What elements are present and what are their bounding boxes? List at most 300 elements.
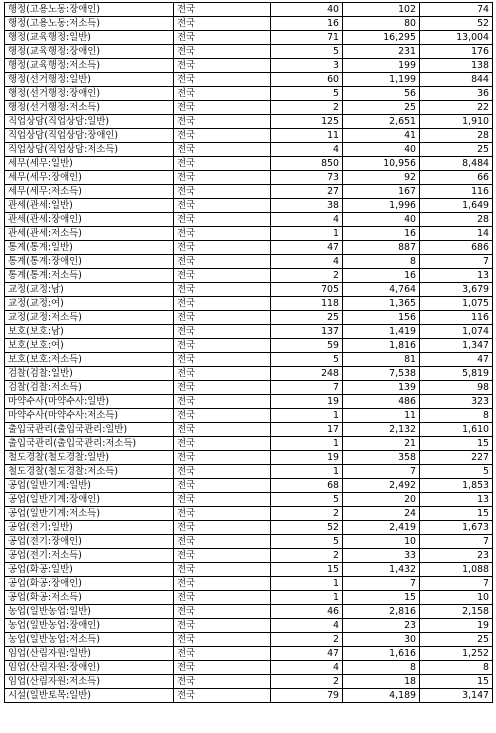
- attendees-cell: 138: [420, 59, 493, 73]
- applicants-cell: 10: [343, 535, 420, 549]
- positions-cell: 19: [271, 395, 343, 409]
- category-cell: 공업(전기:장애인): [5, 535, 174, 549]
- table-row: [5, 17, 493, 31]
- category-cell: 행정(선거행정:저소득): [5, 101, 174, 115]
- region-cell: 전국: [174, 283, 271, 297]
- region-cell: 전국: [174, 241, 271, 255]
- table-row: [5, 395, 493, 409]
- attendees-cell: 47: [420, 353, 493, 367]
- attendees-cell: 52: [420, 17, 493, 31]
- attendees-cell: 8: [420, 661, 493, 675]
- applicants-cell: 15: [343, 591, 420, 605]
- category-cell: 출입국관리(출입국관리:저소득): [5, 437, 174, 451]
- positions-cell: 1: [271, 465, 343, 479]
- table-row: [5, 675, 493, 689]
- attendees-cell: 15: [420, 507, 493, 521]
- region-cell: 전국: [174, 605, 271, 619]
- region-cell: 전국: [174, 185, 271, 199]
- category-cell: 세무(세무:일반): [5, 157, 174, 171]
- region-cell: 전국: [174, 157, 271, 171]
- table-row: [5, 577, 493, 591]
- category-cell: 통계(통계:일반): [5, 241, 174, 255]
- region-cell: 전국: [174, 143, 271, 157]
- region-cell: 전국: [174, 591, 271, 605]
- positions-cell: 2: [271, 549, 343, 563]
- category-cell: 교정(교정:저소득): [5, 311, 174, 325]
- table-row: [5, 423, 493, 437]
- region-cell: 전국: [174, 73, 271, 87]
- attendees-cell: 3,147: [420, 689, 493, 703]
- table-row: [5, 591, 493, 605]
- table-row: [5, 689, 493, 703]
- region-cell: 전국: [174, 199, 271, 213]
- category-cell: 임업(산림자원:일반): [5, 647, 174, 661]
- table-row: [5, 381, 493, 395]
- attendees-cell: 5: [420, 465, 493, 479]
- region-cell: 전국: [174, 535, 271, 549]
- table-row: [5, 143, 493, 157]
- positions-cell: 2: [271, 269, 343, 283]
- region-cell: 전국: [174, 675, 271, 689]
- positions-cell: 137: [271, 325, 343, 339]
- table-row: [5, 213, 493, 227]
- positions-cell: 71: [271, 31, 343, 45]
- region-cell: 전국: [174, 409, 271, 423]
- positions-cell: 248: [271, 367, 343, 381]
- category-cell: 세무(세무:저소득): [5, 185, 174, 199]
- positions-cell: 1: [271, 577, 343, 591]
- positions-cell: 2: [271, 633, 343, 647]
- applicants-cell: 887: [343, 241, 420, 255]
- positions-cell: 47: [271, 241, 343, 255]
- category-cell: 보호(보호:남): [5, 325, 174, 339]
- category-cell: 검찰(검찰:저소득): [5, 381, 174, 395]
- category-cell: 행정(선거행정:일반): [5, 73, 174, 87]
- applicants-cell: 2,651: [343, 115, 420, 129]
- attendees-cell: 1,910: [420, 115, 493, 129]
- attendees-cell: 13,004: [420, 31, 493, 45]
- applicants-cell: 16,295: [343, 31, 420, 45]
- applicants-cell: 2,816: [343, 605, 420, 619]
- positions-cell: 1: [271, 591, 343, 605]
- table-row: [5, 633, 493, 647]
- table-row: [5, 241, 493, 255]
- table-row: [5, 31, 493, 45]
- attendees-cell: 844: [420, 73, 493, 87]
- region-cell: 전국: [174, 31, 271, 45]
- positions-cell: 5: [271, 87, 343, 101]
- applicants-cell: 8: [343, 661, 420, 675]
- table-row: [5, 311, 493, 325]
- positions-cell: 46: [271, 605, 343, 619]
- table-row: [5, 353, 493, 367]
- category-cell: 공업(화공:일반): [5, 563, 174, 577]
- region-cell: 전국: [174, 311, 271, 325]
- applicants-cell: 2,492: [343, 479, 420, 493]
- category-cell: 임업(산림자원:장애인): [5, 661, 174, 675]
- attendees-cell: 25: [420, 143, 493, 157]
- table-row: [5, 647, 493, 661]
- applicants-cell: 102: [343, 3, 420, 17]
- applicants-cell: 231: [343, 45, 420, 59]
- applicants-cell: 21: [343, 437, 420, 451]
- category-cell: 행정(선거행정:장애인): [5, 87, 174, 101]
- applicants-cell: 7: [343, 465, 420, 479]
- category-cell: 농업(일반농업:장애인): [5, 619, 174, 633]
- attendees-cell: 22: [420, 101, 493, 115]
- region-cell: 전국: [174, 479, 271, 493]
- positions-cell: 4: [271, 619, 343, 633]
- positions-cell: 16: [271, 17, 343, 31]
- category-cell: 행정(교육행정:장애인): [5, 45, 174, 59]
- category-cell: 임업(산림자원:저소득): [5, 675, 174, 689]
- applicants-cell: 358: [343, 451, 420, 465]
- applicants-cell: 30: [343, 633, 420, 647]
- category-cell: 보호(보호:저소득): [5, 353, 174, 367]
- region-cell: 전국: [174, 59, 271, 73]
- positions-cell: 47: [271, 647, 343, 661]
- attendees-cell: 1,088: [420, 563, 493, 577]
- positions-cell: 11: [271, 129, 343, 143]
- attendees-cell: 5,819: [420, 367, 493, 381]
- table-row: [5, 101, 493, 115]
- category-cell: 공업(화공:장애인): [5, 577, 174, 591]
- applicants-cell: 1,419: [343, 325, 420, 339]
- category-cell: 출입국관리(출입국관리:일반): [5, 423, 174, 437]
- table-row: [5, 535, 493, 549]
- positions-cell: 17: [271, 423, 343, 437]
- positions-cell: 1: [271, 409, 343, 423]
- table-row: [5, 661, 493, 675]
- attendees-cell: 7: [420, 577, 493, 591]
- applicants-cell: 1,199: [343, 73, 420, 87]
- region-cell: 전국: [174, 255, 271, 269]
- region-cell: 전국: [174, 619, 271, 633]
- region-cell: 전국: [174, 227, 271, 241]
- table-row: [5, 129, 493, 143]
- applicants-cell: 92: [343, 171, 420, 185]
- attendees-cell: 19: [420, 619, 493, 633]
- applicants-cell: 80: [343, 17, 420, 31]
- region-cell: 전국: [174, 647, 271, 661]
- region-cell: 전국: [174, 101, 271, 115]
- attendees-cell: 227: [420, 451, 493, 465]
- positions-cell: 705: [271, 283, 343, 297]
- table-row: [5, 283, 493, 297]
- applicants-cell: 7: [343, 577, 420, 591]
- applicants-cell: 7,538: [343, 367, 420, 381]
- applicants-cell: 139: [343, 381, 420, 395]
- attendees-cell: 28: [420, 129, 493, 143]
- applicants-cell: 81: [343, 353, 420, 367]
- positions-cell: 4: [271, 255, 343, 269]
- attendees-cell: 10: [420, 591, 493, 605]
- table-row: [5, 465, 493, 479]
- positions-cell: 118: [271, 297, 343, 311]
- applicants-cell: 23: [343, 619, 420, 633]
- table-row: [5, 45, 493, 59]
- category-cell: 공업(일반기계:저소득): [5, 507, 174, 521]
- region-cell: 전국: [174, 3, 271, 17]
- region-cell: 전국: [174, 339, 271, 353]
- table-row: [5, 87, 493, 101]
- attendees-cell: 66: [420, 171, 493, 185]
- table-row: [5, 479, 493, 493]
- region-cell: 전국: [174, 87, 271, 101]
- positions-cell: 2: [271, 101, 343, 115]
- applicants-cell: 1,432: [343, 563, 420, 577]
- applicants-cell: 16: [343, 227, 420, 241]
- table-row: [5, 493, 493, 507]
- attendees-cell: 686: [420, 241, 493, 255]
- applicants-cell: 4,764: [343, 283, 420, 297]
- applicants-cell: 24: [343, 507, 420, 521]
- positions-cell: 38: [271, 199, 343, 213]
- attendees-cell: 1,853: [420, 479, 493, 493]
- applicants-cell: 1,365: [343, 297, 420, 311]
- positions-cell: 59: [271, 339, 343, 353]
- applicants-cell: 156: [343, 311, 420, 325]
- region-cell: 전국: [174, 633, 271, 647]
- attendees-cell: 8,484: [420, 157, 493, 171]
- region-cell: 전국: [174, 563, 271, 577]
- category-cell: 보호(보호:여): [5, 339, 174, 353]
- category-cell: 행정(교육행정:일반): [5, 31, 174, 45]
- region-cell: 전국: [174, 493, 271, 507]
- attendees-cell: 116: [420, 311, 493, 325]
- category-cell: 직업상담(직업상담:저소득): [5, 143, 174, 157]
- attendees-cell: 1,347: [420, 339, 493, 353]
- attendees-cell: 15: [420, 437, 493, 451]
- category-cell: 마약수사(마약수사:일반): [5, 395, 174, 409]
- region-cell: 전국: [174, 395, 271, 409]
- table-row: [5, 619, 493, 633]
- category-cell: 교정(교정:여): [5, 297, 174, 311]
- applicants-cell: 40: [343, 213, 420, 227]
- positions-cell: 52: [271, 521, 343, 535]
- category-cell: 검찰(검찰:일반): [5, 367, 174, 381]
- attendees-cell: 7: [420, 255, 493, 269]
- applicants-cell: 1,996: [343, 199, 420, 213]
- attendees-cell: 1,074: [420, 325, 493, 339]
- applicants-cell: 2,419: [343, 521, 420, 535]
- category-cell: 공업(전기:일반): [5, 521, 174, 535]
- region-cell: 전국: [174, 353, 271, 367]
- region-cell: 전국: [174, 437, 271, 451]
- recruitment-statistics-table: [4, 2, 493, 703]
- table-row: [5, 367, 493, 381]
- table-body: [5, 3, 493, 703]
- region-cell: 전국: [174, 423, 271, 437]
- attendees-cell: 3,679: [420, 283, 493, 297]
- category-cell: 세무(세무:장애인): [5, 171, 174, 185]
- region-cell: 전국: [174, 465, 271, 479]
- positions-cell: 4: [271, 213, 343, 227]
- region-cell: 전국: [174, 325, 271, 339]
- positions-cell: 79: [271, 689, 343, 703]
- attendees-cell: 13: [420, 493, 493, 507]
- table-row: [5, 339, 493, 353]
- table-row: [5, 157, 493, 171]
- attendees-cell: 15: [420, 675, 493, 689]
- category-cell: 공업(화공:저소득): [5, 591, 174, 605]
- table-row: [5, 605, 493, 619]
- region-cell: 전국: [174, 171, 271, 185]
- table-row: [5, 451, 493, 465]
- applicants-cell: 1,816: [343, 339, 420, 353]
- region-cell: 전국: [174, 269, 271, 283]
- table-row: [5, 199, 493, 213]
- positions-cell: 40: [271, 3, 343, 17]
- positions-cell: 27: [271, 185, 343, 199]
- table-row: [5, 115, 493, 129]
- attendees-cell: 176: [420, 45, 493, 59]
- attendees-cell: 25: [420, 633, 493, 647]
- table-row: [5, 563, 493, 577]
- applicants-cell: 20: [343, 493, 420, 507]
- positions-cell: 1: [271, 437, 343, 451]
- region-cell: 전국: [174, 129, 271, 143]
- table-row: [5, 269, 493, 283]
- attendees-cell: 116: [420, 185, 493, 199]
- attendees-cell: 1,075: [420, 297, 493, 311]
- applicants-cell: 33: [343, 549, 420, 563]
- attendees-cell: 1,673: [420, 521, 493, 535]
- table-row: [5, 227, 493, 241]
- table-row: [5, 59, 493, 73]
- applicants-cell: 8: [343, 255, 420, 269]
- table-row: [5, 3, 493, 17]
- region-cell: 전국: [174, 297, 271, 311]
- attendees-cell: 28: [420, 213, 493, 227]
- positions-cell: 1: [271, 227, 343, 241]
- category-cell: 농업(일반농업:일반): [5, 605, 174, 619]
- category-cell: 철도경찰(철도경찰:저소득): [5, 465, 174, 479]
- positions-cell: 2: [271, 507, 343, 521]
- applicants-cell: 4,189: [343, 689, 420, 703]
- category-cell: 교정(교정:남): [5, 283, 174, 297]
- region-cell: 전국: [174, 507, 271, 521]
- table-row: [5, 325, 493, 339]
- applicants-cell: 41: [343, 129, 420, 143]
- applicants-cell: 18: [343, 675, 420, 689]
- region-cell: 전국: [174, 213, 271, 227]
- category-cell: 관세(관세:저소득): [5, 227, 174, 241]
- table-row: [5, 297, 493, 311]
- category-cell: 통계(통계:장애인): [5, 255, 174, 269]
- positions-cell: 5: [271, 493, 343, 507]
- applicants-cell: 199: [343, 59, 420, 73]
- positions-cell: 5: [271, 45, 343, 59]
- category-cell: 마약수사(마약수사:저소득): [5, 409, 174, 423]
- table-row: [5, 185, 493, 199]
- category-cell: 행정(교육행정:저소득): [5, 59, 174, 73]
- category-cell: 직업상담(직업상담:장애인): [5, 129, 174, 143]
- positions-cell: 19: [271, 451, 343, 465]
- table-row: [5, 73, 493, 87]
- category-cell: 시설(일반토목:일반): [5, 689, 174, 703]
- applicants-cell: 167: [343, 185, 420, 199]
- table-row: [5, 171, 493, 185]
- applicants-cell: 16: [343, 269, 420, 283]
- category-cell: 철도경찰(철도경찰:일반): [5, 451, 174, 465]
- positions-cell: 15: [271, 563, 343, 577]
- positions-cell: 4: [271, 661, 343, 675]
- region-cell: 전국: [174, 381, 271, 395]
- attendees-cell: 2,158: [420, 605, 493, 619]
- table-row: [5, 437, 493, 451]
- positions-cell: 850: [271, 157, 343, 171]
- category-cell: 행정(고용노동:저소득): [5, 17, 174, 31]
- applicants-cell: 11: [343, 409, 420, 423]
- category-cell: 공업(일반기계:일반): [5, 479, 174, 493]
- applicants-cell: 56: [343, 87, 420, 101]
- table-row: [5, 521, 493, 535]
- positions-cell: 125: [271, 115, 343, 129]
- positions-cell: 4: [271, 143, 343, 157]
- positions-cell: 3: [271, 59, 343, 73]
- attendees-cell: 74: [420, 3, 493, 17]
- category-cell: 행정(고용노동:장애인): [5, 3, 174, 17]
- applicants-cell: 25: [343, 101, 420, 115]
- positions-cell: 7: [271, 381, 343, 395]
- category-cell: 농업(일반농업:저소득): [5, 633, 174, 647]
- positions-cell: 5: [271, 353, 343, 367]
- attendees-cell: 36: [420, 87, 493, 101]
- category-cell: 통계(통계:저소득): [5, 269, 174, 283]
- region-cell: 전국: [174, 549, 271, 563]
- category-cell: 직업상담(직업상담:일반): [5, 115, 174, 129]
- region-cell: 전국: [174, 45, 271, 59]
- table-row: [5, 507, 493, 521]
- category-cell: 관세(관세:일반): [5, 199, 174, 213]
- attendees-cell: 323: [420, 395, 493, 409]
- region-cell: 전국: [174, 115, 271, 129]
- attendees-cell: 1,252: [420, 647, 493, 661]
- region-cell: 전국: [174, 689, 271, 703]
- attendees-cell: 13: [420, 269, 493, 283]
- category-cell: 공업(일반기계:장애인): [5, 493, 174, 507]
- category-cell: 관세(관세:장애인): [5, 213, 174, 227]
- region-cell: 전국: [174, 577, 271, 591]
- positions-cell: 5: [271, 535, 343, 549]
- category-cell: 공업(전기:저소득): [5, 549, 174, 563]
- table-row: [5, 549, 493, 563]
- attendees-cell: 7: [420, 535, 493, 549]
- region-cell: 전국: [174, 17, 271, 31]
- region-cell: 전국: [174, 661, 271, 675]
- applicants-cell: 40: [343, 143, 420, 157]
- applicants-cell: 486: [343, 395, 420, 409]
- region-cell: 전국: [174, 451, 271, 465]
- region-cell: 전국: [174, 367, 271, 381]
- attendees-cell: 98: [420, 381, 493, 395]
- attendees-cell: 23: [420, 549, 493, 563]
- attendees-cell: 1,610: [420, 423, 493, 437]
- region-cell: 전국: [174, 521, 271, 535]
- positions-cell: 73: [271, 171, 343, 185]
- applicants-cell: 10,956: [343, 157, 420, 171]
- positions-cell: 68: [271, 479, 343, 493]
- attendees-cell: 8: [420, 409, 493, 423]
- table-row: [5, 255, 493, 269]
- positions-cell: 25: [271, 311, 343, 325]
- table-row: [5, 409, 493, 423]
- applicants-cell: 2,132: [343, 423, 420, 437]
- attendees-cell: 1,649: [420, 199, 493, 213]
- applicants-cell: 1,616: [343, 647, 420, 661]
- positions-cell: 2: [271, 675, 343, 689]
